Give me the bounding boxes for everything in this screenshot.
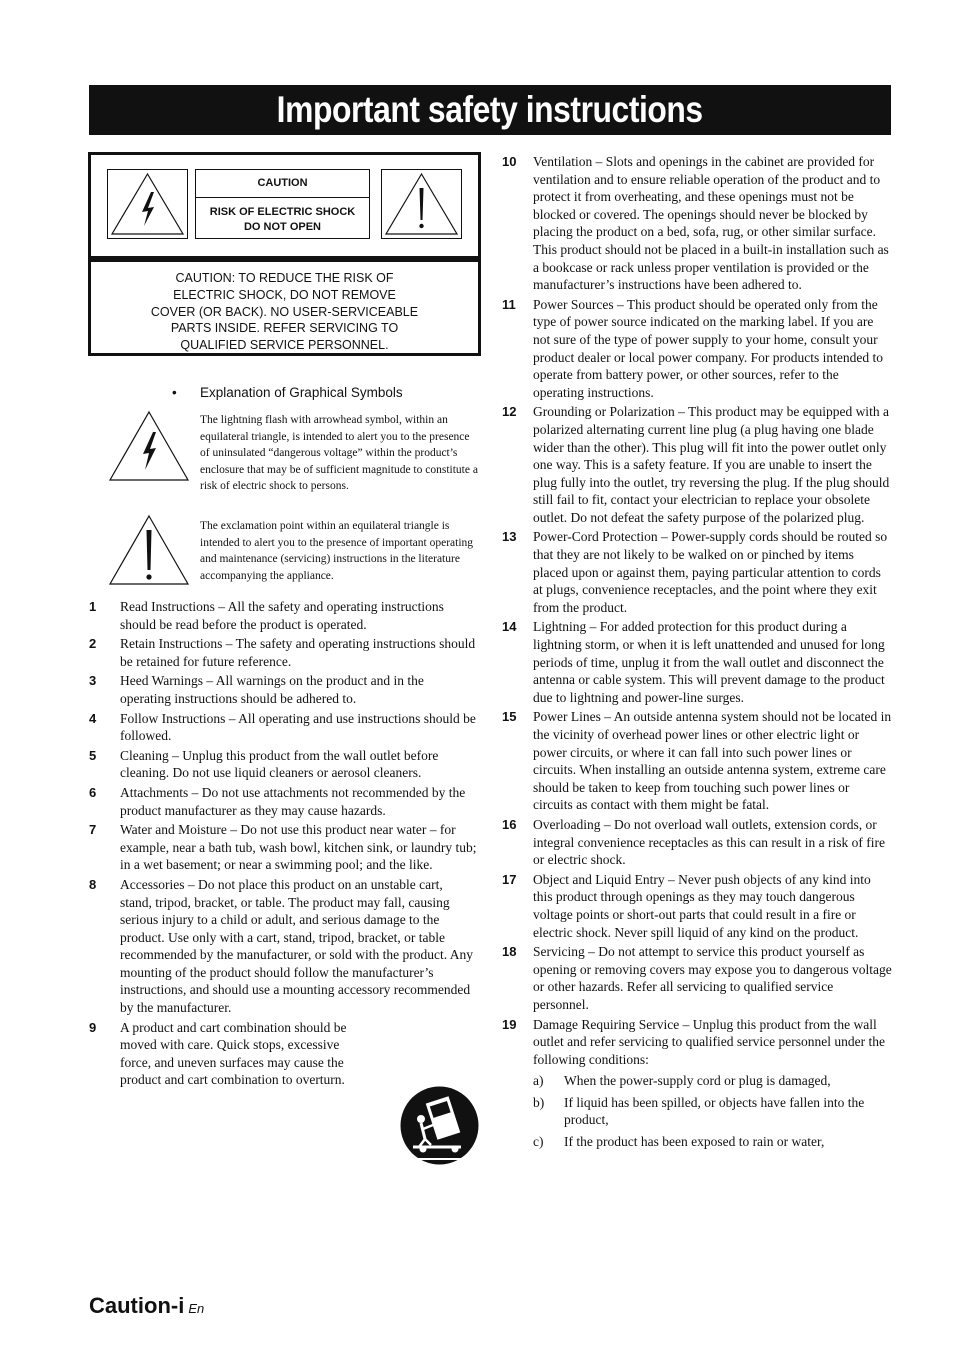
list-item (89, 1019, 477, 1089)
item-text: A product and cart combination should be moved with care. Quick stops, excessive force, and uneven surfaces may cause the product and cart combination to overturn. (120, 1019, 347, 1088)
item-number: 8 (89, 876, 97, 892)
caution-text-line: CAUTION: TO REDUCE THE RISK OF (175, 271, 394, 285)
list-item (89, 598, 477, 633)
sub-list-item (502, 1094, 892, 1129)
item-text: Attachments – Do not use attachments not recommended by the product manufacturer as they may cause hazards. (120, 784, 466, 818)
item-text: Ventilation – Slots and openings in the cabinet are provided for ventilation and to ensure reliable operation of the product and to protect it from overheating, and these openings must not be blocked or covered. The openings should never be blocked by placing the product on a bed, sofa, rug, or other similar surface. This product should not be placed in a built-in installation such as a bookcase or rack unless proper ventilation is provided or the manufacturer’s instructions have been adhered to. (533, 154, 889, 293)
sub-list-item (502, 1072, 892, 1090)
list-item (502, 816, 892, 869)
list-item (89, 784, 477, 819)
item-number: 2 (89, 636, 97, 652)
item-number: 4 (89, 710, 97, 726)
item-number: 10 (502, 154, 517, 169)
caution-label-box (88, 152, 481, 356)
list-item (502, 403, 892, 526)
item-number: 7 (89, 822, 97, 838)
item-text: Power-Cord Protection – Power-supply cords should be routed so that they are not likely to be walked on or pinched by items placed upon or against them, paying particular attention to cords at plugs, convenience receptacles, and the point where they exit from the product. (533, 529, 888, 615)
list-item (502, 153, 892, 294)
lightning-triangle-icon (108, 410, 190, 482)
item-text: Power Sources – This product should be operated only from the type of power source indicated on the marking label. If you are not sure of the type of power supply to your home, consult your product dealer or local power company. For products intended to operate from battery power, or other sources, refer to the operating instructions. (533, 296, 884, 400)
exclamation-warning-frame (381, 169, 462, 239)
item-text: Lightning – For added protection for this product during a lightning storm, or when it is left unattended and unused for long periods of time, unplug it from the wall outlet and disconnect the antenna or cable system. This will prevent damage to the product due to lightning and power-line surges. (533, 619, 885, 705)
list-item (502, 618, 892, 706)
bullet-icon: • (172, 385, 177, 400)
symbols-heading (172, 385, 403, 400)
item-text: Heed Warnings – All warnings on the product and in the operating instructions should be adhered to. (120, 673, 424, 706)
item-number: 5 (89, 747, 97, 763)
lightning-triangle-icon (108, 170, 187, 238)
list-item (502, 296, 892, 402)
item-number: 17 (502, 871, 517, 887)
list-item (502, 871, 892, 941)
exclamation-triangle-icon (382, 170, 461, 238)
sub-item-letter: b) (533, 1094, 545, 1110)
sub-list-item (502, 1133, 892, 1151)
item-text: Read Instructions – All the safety and operating instructions should be read before the product is operated. (120, 599, 444, 632)
item-number: 14 (502, 619, 517, 635)
item-number: 13 (502, 529, 517, 545)
item-text: Retain Instructions – The safety and operating instructions should be retained for future reference. (120, 636, 476, 669)
caution-text-line: ELECTRIC SHOCK, DO NOT REMOVE (173, 287, 396, 302)
language-code: En (188, 1301, 205, 1316)
item-text: Grounding or Polarization – This product may be equipped with a polarized alternating current line plug (a plug having one blade wider than the other). This plug will fit into the power outlet only one way. This is a safety feature. If you are unable to insert the plug fully into the outlet, try reversing the plug. If the plug should still fail to fit, contact your electrician to replace your obsolete outlet. Do not defeat the safety purpose of the polarized plug. (533, 404, 890, 525)
item-number: 19 (502, 1016, 517, 1032)
item-text: Follow Instructions – All operating and use instructions should be followed. (120, 710, 476, 744)
risk-label (195, 169, 370, 239)
exclamation-triangle-icon (108, 514, 190, 586)
item-text: Damage Requiring Service – Unplug this product from the wall outlet and refer servicing to qualified service personnel under the following conditions: (533, 1016, 885, 1067)
sub-item-text: When the power-supply cord or plug is damaged, (564, 1073, 831, 1089)
item-number: 15 (502, 709, 517, 725)
list-item (89, 747, 477, 782)
sub-item-letter: c) (533, 1134, 544, 1150)
caution-text-area (91, 259, 478, 353)
caution-text-line: COVER (OR BACK). NO USER-SERVICEABLE (150, 304, 419, 319)
sub-item-text: If the product has been exposed to rain or water, (564, 1134, 825, 1150)
page-number: Caution-i (89, 1293, 185, 1318)
item-number: 9 (89, 1019, 97, 1035)
list-item (89, 635, 477, 670)
lightning-symbol-description: The lightning flash with arrowhead symbol, within an equilateral triangle, is intended to alert you to the presence of uninsulated “dangerous voltage” within the product’s enclosure that may be of sufficient magnitude to constitute a risk of electric shock to persons. (200, 414, 478, 492)
exclamation-symbol-description: The exclamation point within an equilateral triangle is intended to alert you to the presence of important operating and maintenance (servicing) instructions in the literature accompanying the appliance. (200, 520, 474, 582)
caution-text-line: PARTS INSIDE. REFER SERVICING TO (170, 321, 399, 336)
item-number: 11 (502, 296, 516, 312)
item-text: Cleaning – Unplug this product from the wall outlet before cleaning. Do not use liquid cleaners or aerosol cleaners. (120, 747, 439, 781)
page-title: Important safety instructions (89, 85, 891, 135)
item-text: Power Lines – An outside antenna system should not be located in the vicinity of overhead power lines or other electric light or power circuits, or where it can fall into such power lines or circuits. When installing an outside antenna system, extreme care should be taken to keep from touching such power lines or circuits as contact with them might be fatal. (533, 709, 892, 813)
item-number: 6 (89, 784, 97, 800)
risk-label-line2: DO NOT OPEN (243, 221, 321, 233)
instruction-list-right (502, 153, 892, 1151)
lightning-warning-frame (107, 169, 188, 239)
list-item (502, 1016, 892, 1069)
caution-label-top (91, 155, 478, 259)
caution-text (91, 270, 478, 354)
item-number: 16 (502, 816, 517, 832)
item-number: 18 (502, 944, 517, 960)
list-item (89, 821, 477, 874)
item-number: 12 (502, 404, 517, 420)
list-item (89, 672, 477, 707)
list-item (502, 528, 892, 616)
instruction-list-left (89, 598, 477, 1091)
caution-text-line: QUALIFIED SERVICE PERSONNEL. (180, 338, 389, 353)
list-item (89, 710, 477, 745)
list-item (502, 708, 892, 814)
list-item (502, 943, 892, 1013)
sub-item-text: If liquid has been spilled, or objects have fallen into the product, (564, 1094, 865, 1128)
page-footer (89, 1293, 204, 1319)
list-item (89, 876, 477, 1017)
cart-warning-icon (399, 1085, 480, 1166)
item-text: Object and Liquid Entry – Never push objects of any kind into this product through openings as they may touch dangerous voltage points or short-out parts that could result in a fire or electric shock. Never spill liquid of any kind on the product. (533, 871, 871, 940)
item-text: Accessories – Do not place this product on an unstable cart, stand, tripod, bracket, or table. The product may fall, causing serious injury to a child or adult, and serious damage to the product. Use only with a cart, stand, tripod, bracket, or table recommended by the manufacturer, or sold with the product. Any mounting of the product should follow the manufacturer’s instructions, and should use a mounting accessory recommended by the manufacturer. (120, 876, 473, 1016)
item-text: Water and Moisture – Do not use this product near water – for example, near a bath tub, wash bowl, kitchen sink, or laundry tub; in a wet basement; or near a swimming pool; and the like. (120, 822, 477, 873)
item-number: 3 (89, 673, 97, 689)
item-number: 1 (89, 599, 97, 614)
caution-label-title: CAUTION (196, 170, 369, 198)
symbols-heading-text: Explanation of Graphical Symbols (200, 385, 403, 400)
item-text: Overloading – Do not overload wall outlets, extension cords, or integral convenience receptacles as this can result in a risk of fire or electric shock. (533, 816, 885, 868)
risk-label-line1: RISK OF ELECTRIC SHOCK (209, 206, 356, 218)
sub-item-letter: a) (533, 1073, 544, 1089)
item-text: Servicing – Do not attempt to service this product yourself as opening or removing covers may expose you to dangerous voltage or other hazards. Refer all servicing to qualified service personnel. (533, 944, 892, 1012)
